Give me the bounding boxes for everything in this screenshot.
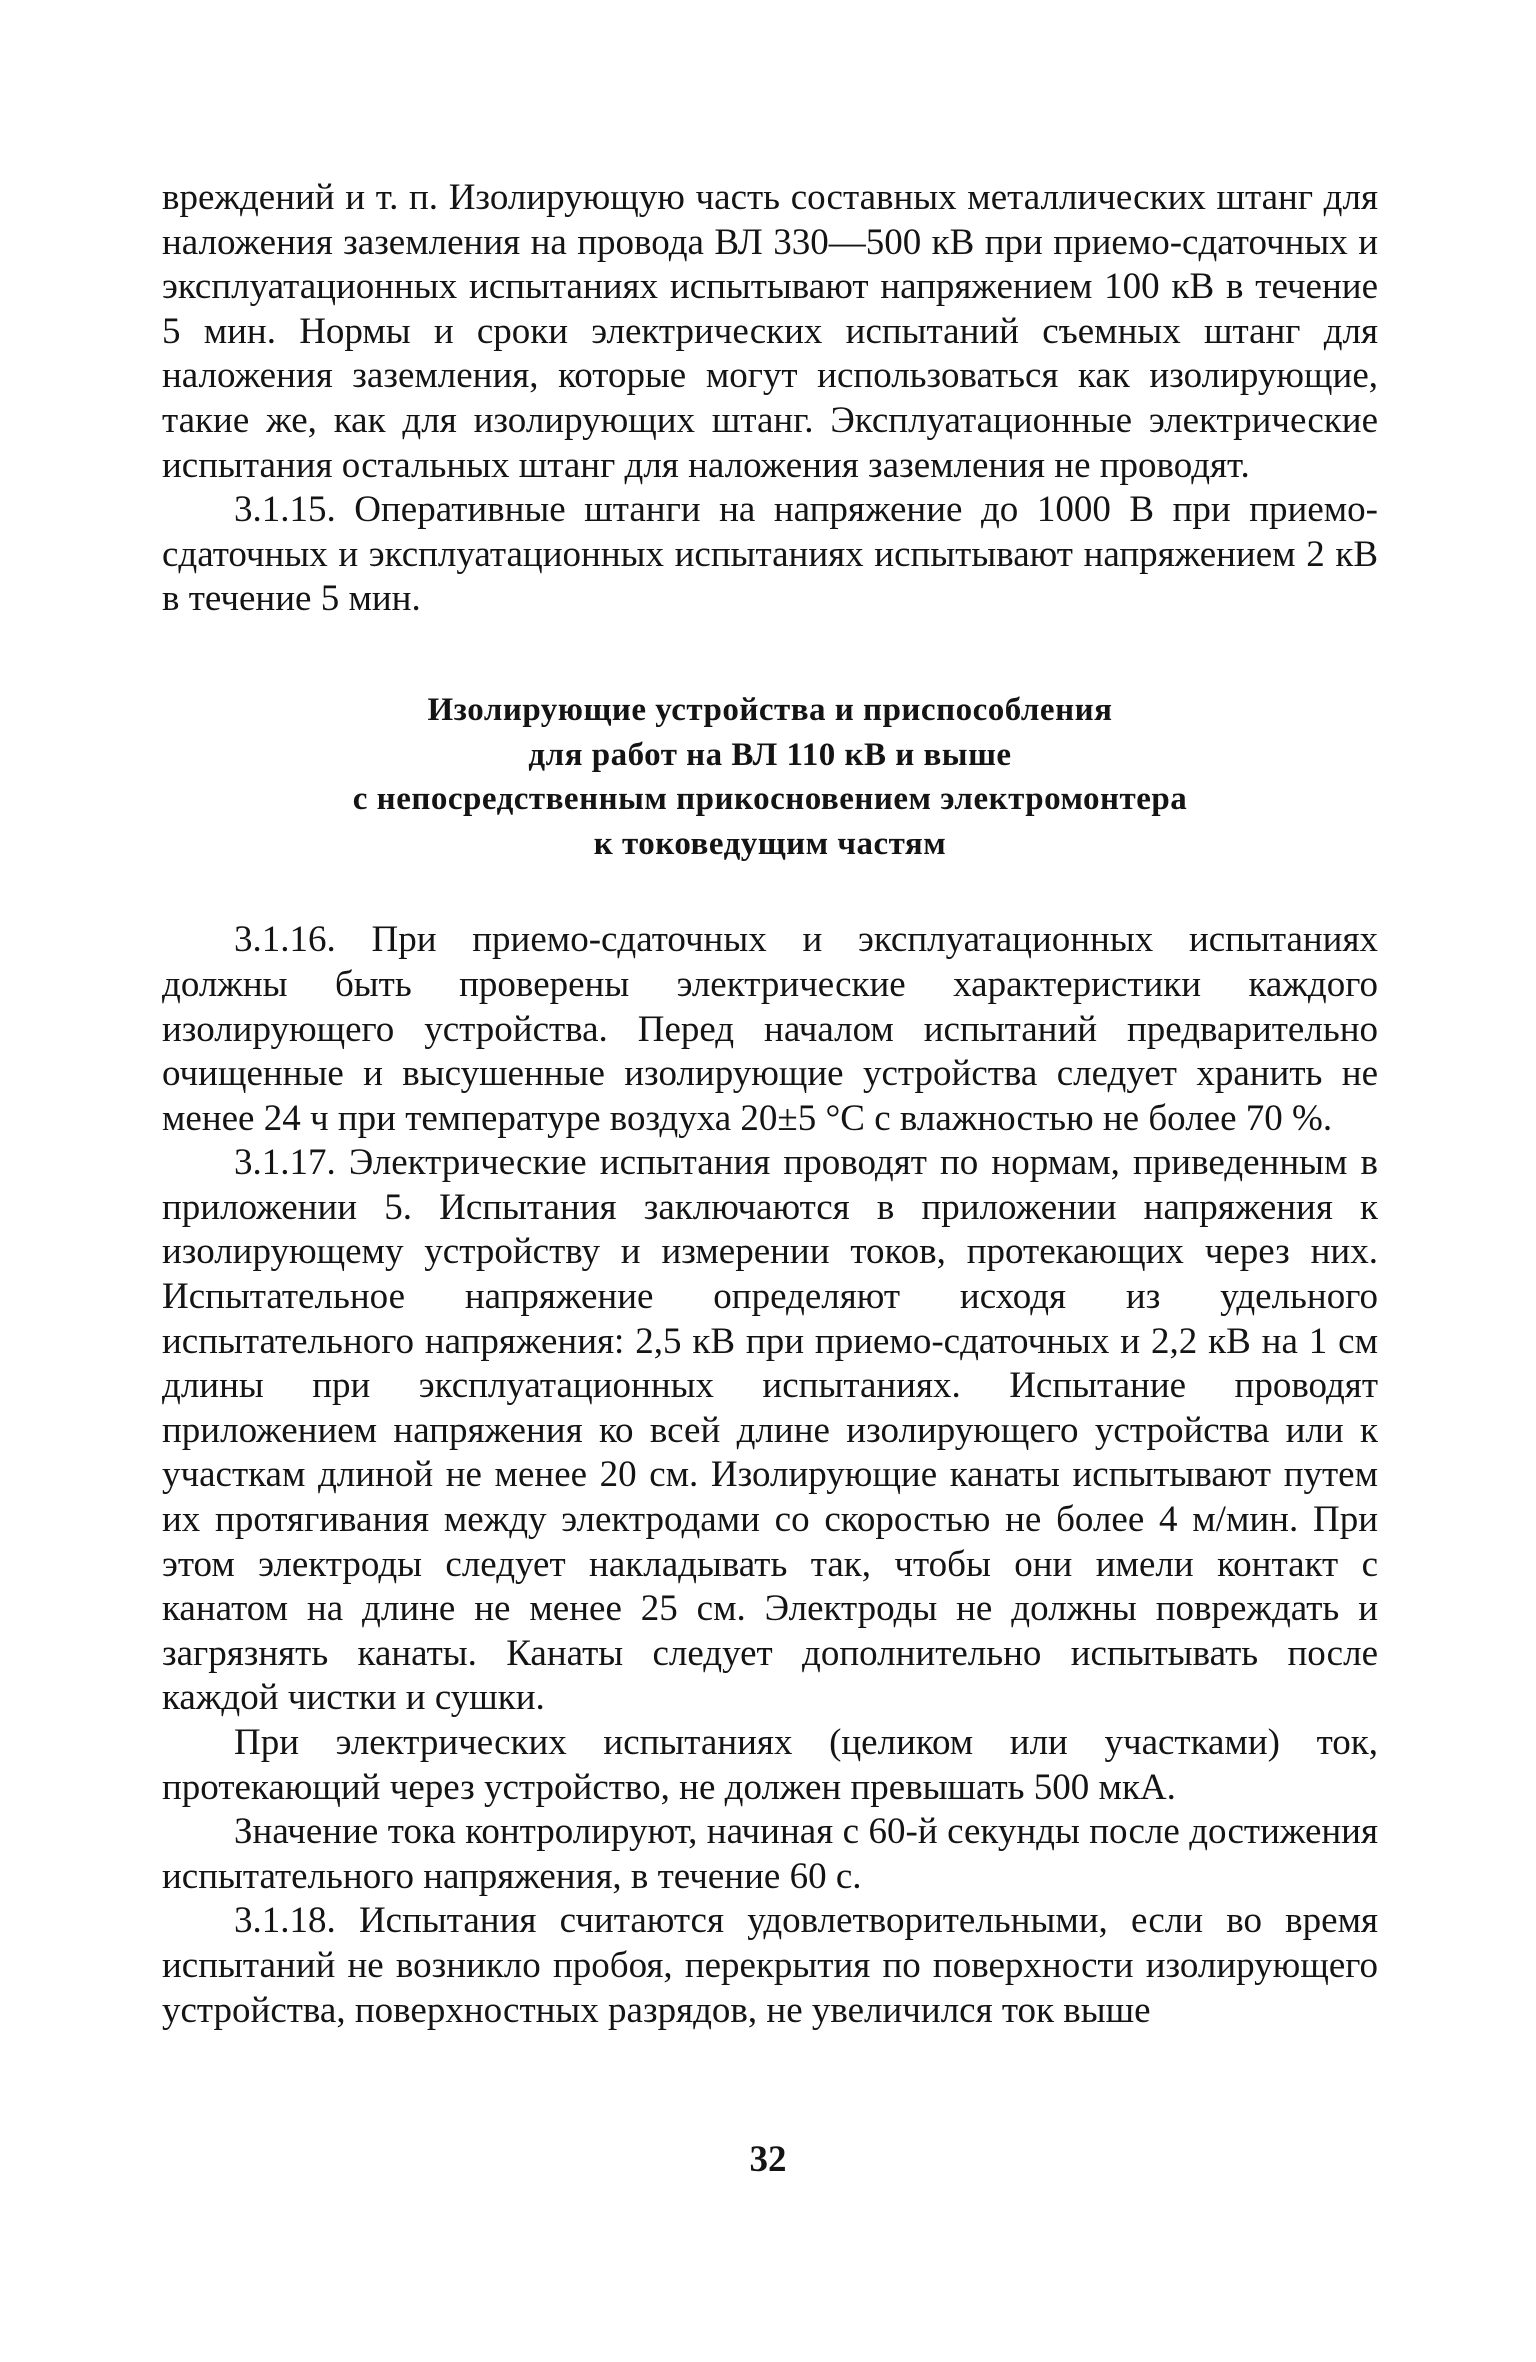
section-heading-line-1: Изолирующие устройства и приспособления — [427, 691, 1113, 728]
section-heading-line-3: с непосредственным прикосновением электромонтера — [352, 781, 1188, 818]
paragraph-continuation: вреждений и т. п. Изолирующую часть составных металлических штанг для наложения заземления на провода ВЛ 330—500 кВ при приемо-сдаточных и эксплуатационных испытаниях испытывают напряжением 100 кВ в течение 5 мин. Нормы и сроки электрических испытаний съемных штанг для наложения заземления, которые могут использоваться как изолирующие, такие же, как для изолирующих штанг. Эксплуатационные электрические испытания остальных штанг для наложения заземления не проводят. — [162, 177, 1378, 486]
section-heading — [162, 688, 1378, 866]
paragraph-3-1-18: 3.1.18. Испытания считаются удовлетворительными, если во время испытаний не возникло пробоя, перекрытия по поверхности изолирующего устройства, поверхностных разрядов, не увеличился ток выше — [162, 1900, 1378, 2031]
section-heading-line-2: для работ на ВЛ 110 кВ и выше — [528, 736, 1012, 773]
document-page — [162, 176, 1378, 2033]
section-heading-line-4: к токоведущим частям — [593, 825, 947, 862]
paragraph-3-1-17: 3.1.17. Электрические испытания проводят по нормам, приведенным в приложении 5. Испытания заключаются в приложении напряжения к изолирующему устройству и измерении токов, протекающих через них. Испытательное напряжение определяют исходя из удельного испытательного напряжения: 2,5 кВ при приемо-сдаточных и 2,2 кВ на 1 см длины при эксплуатационных испытаниях. Испытание проводят приложением напряжения ко всей длине изолирующего устройства или к участкам длиной не менее 20 см. Изолирующие канаты испытывают путем их протягивания между электродами со скоростью не более 4 м/мин. При этом электроды следует накладывать так, чтобы они имели контакт с канатом на длине не менее 25 см. Электроды не должны повреждать и загрязнять канаты. Канаты следует дополнительно испытывать после каждой чистки и сушки. — [162, 1142, 1378, 1719]
paragraph-3-1-16: 3.1.16. При приемо-сдаточных и эксплуатационных испытаниях должны быть проверены электрические характеристики каждого изолирующего устройства. Перед началом испытаний предварительно очищенные и высушенные изолирующие устройства следует хранить не менее 24 ч при температуре воздуха 20±5 °С с влажностью не более 70 %. — [162, 919, 1378, 1139]
paragraph-current-limit: При электрических испытаниях (целиком или участками) ток, протекающий через устройство, не должен превышать 500 мкА. — [162, 1722, 1378, 1808]
page-number: 32 — [749, 2139, 787, 2180]
paragraph-current-control: Значение тока контролируют, начиная с 60-й секунды после достижения испытательного напряжения, в течение 60 с. — [162, 1811, 1378, 1897]
paragraph-3-1-15: 3.1.15. Оперативные штанги на напряжение до 1000 В при приемо-сдаточных и эксплуатационных испытаниях испытывают напряжением 2 кВ в течение 5 мин. — [162, 489, 1378, 620]
